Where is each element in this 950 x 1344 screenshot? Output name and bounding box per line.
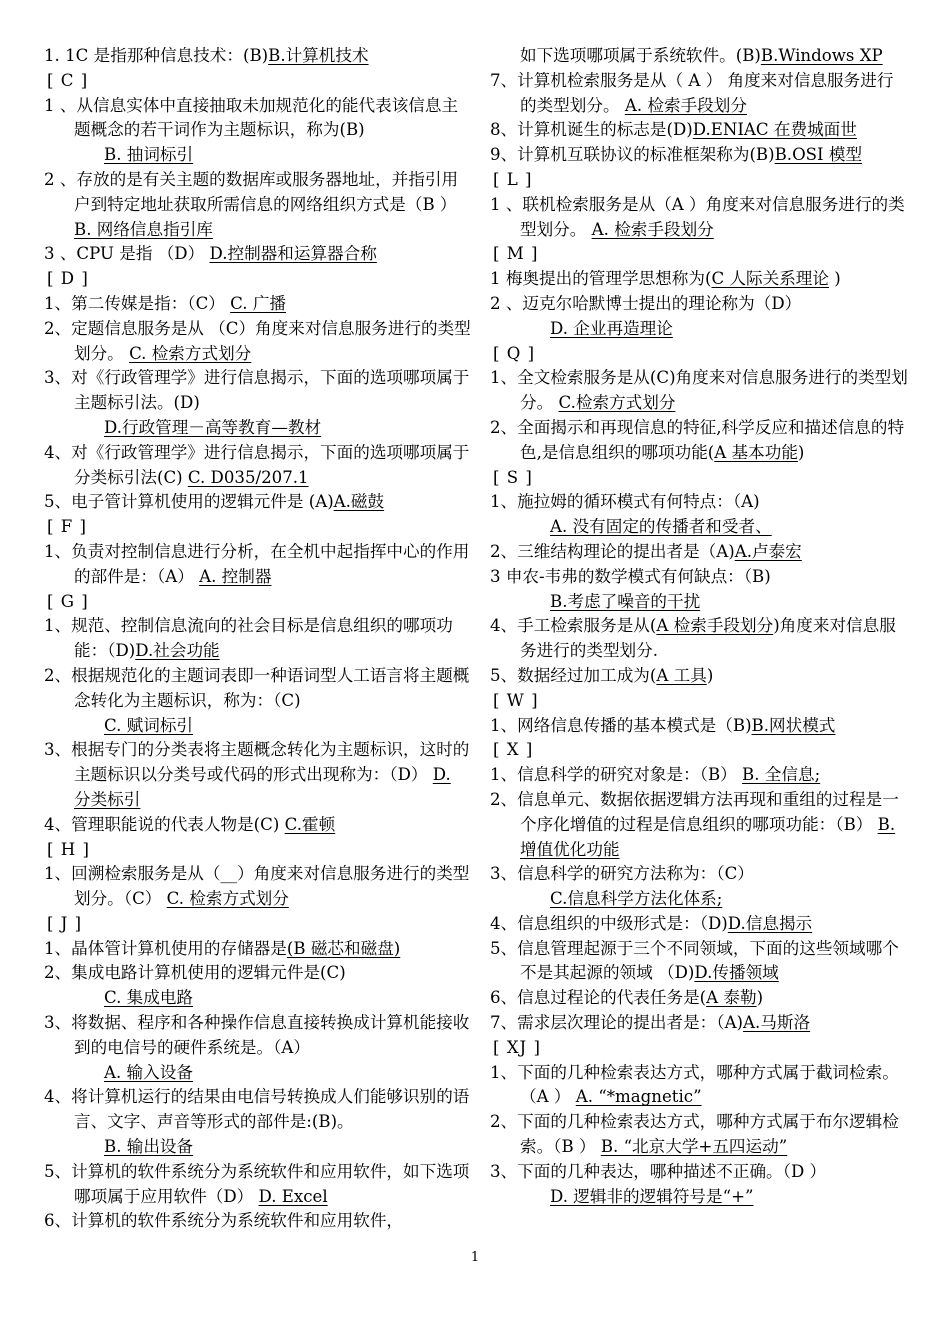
question-text: 3、根据专门的分类表将主题概念转化为主题标识，这时的主题标识以分类号或代码的形式出现称为：（D）: [44, 740, 470, 785]
answer-text: A 泰勒: [706, 988, 757, 1008]
answer-text: B.计算机技术: [268, 46, 369, 65]
question-item: [44, 937, 472, 962]
question-text: 3、将数据、程序和各种操作信息直接转换成计算机能接收到的电信号的硬件系统是。（A）: [44, 1013, 470, 1057]
answer-text: A. 输入设备: [104, 1062, 193, 1082]
answer-text: C. 检索方式划分: [166, 889, 289, 909]
page-number: 1: [470, 1250, 480, 1265]
question-text: 1、施拉姆的循环模式有何特点：（A): [490, 492, 760, 512]
question-text: 5、电子管计算机使用的逻辑元件是 (A): [44, 492, 334, 512]
answer-text: (B 磁芯和磁盘): [286, 938, 401, 958]
answer-text: A 检索手段划分: [656, 616, 774, 636]
answer-text: B. “北京大学+五四运动”: [600, 1137, 788, 1157]
answer-text: D.社会功能: [135, 641, 220, 661]
answer-line: [74, 1135, 472, 1160]
question-text: 5、数据经过加工成为(: [490, 665, 657, 685]
answer-line: [74, 143, 472, 168]
answer-text: C.霍顿: [284, 814, 336, 834]
question-item: [44, 94, 472, 168]
section-header: [ XJ ]: [493, 1037, 541, 1057]
section-header: [ S ]: [493, 467, 533, 487]
right-column: [490, 44, 908, 1209]
section-header: [ M ]: [493, 244, 539, 264]
question-text: 1、第二传媒是指：（C）: [44, 293, 231, 313]
question-text: 7、计算机检索服务是从（ A ） 角度来对信息服务进行的类型划分。: [490, 70, 894, 115]
answer-line: [520, 590, 908, 615]
answer-text: A 工具: [656, 665, 707, 685]
answer-text: C. 集成电路: [104, 988, 194, 1008]
question-text: 如下选项哪项属于系统软件。(B): [520, 46, 761, 65]
question-item: [490, 118, 908, 143]
answer-text: D.控制器和运算器合称: [209, 244, 377, 264]
question-item: [490, 69, 908, 119]
question-text: 1、规范、控制信息流向的社会目标是信息组织的哪项功能：（D): [44, 616, 453, 661]
question-text: 2、根据规范化的主题词表即一种语词型人工语言将主题概念转化为主题标识，称为：（C): [44, 665, 470, 710]
question-tail: ): [828, 269, 841, 289]
answer-text: B. 网络信息指引库: [74, 219, 213, 239]
question-item: [490, 1110, 908, 1160]
answer-text: D.ENIAC 在费城面世: [692, 120, 857, 140]
question-text: 2 、存放的是有关主题的数据库或服务器地址，并指引用户到特定地址获取所需信息的网络组织方式是（B ）: [44, 169, 459, 214]
answer-text: A.磁鼓: [333, 492, 385, 512]
question-text: 5、计算机的软件系统分为系统软件和应用软件，如下选项哪项属于应用软件（D）: [44, 1161, 470, 1206]
section-header: [ J ]: [47, 913, 83, 933]
question-item: [490, 540, 908, 565]
question-item: [44, 168, 472, 242]
question-text: 2、全面揭示和再现信息的特征,科学反应和描述信息的特色,是信息组织的哪项功能(: [490, 417, 905, 462]
question-item: [490, 565, 908, 615]
answer-text: C. 检索方式划分: [129, 343, 252, 363]
answer-text: C.检索方式划分: [558, 393, 676, 413]
question-text: 8、计算机诞生的标志是(D): [490, 120, 693, 140]
answer-text: D.传播领域: [694, 963, 779, 983]
question-text: 1 、从信息实体中直接抽取未加规范化的能代表该信息主题概念的若干词作为主题标识，称为(B): [44, 95, 459, 140]
answer-text: A. 检索手段划分: [591, 219, 714, 239]
answer-text: D. Excel: [258, 1186, 328, 1206]
answer-text: C. D035/207.1: [187, 467, 309, 487]
question-item: [44, 366, 472, 440]
answer-text: D. 企业再造理论: [550, 318, 673, 338]
question-item: [44, 1160, 472, 1210]
question-item: [490, 912, 908, 937]
section-header: [ D ]: [47, 269, 89, 289]
answer-line: [74, 1061, 472, 1086]
question-item: [44, 961, 472, 1011]
question-item: [44, 1011, 472, 1085]
question-item: [490, 763, 908, 788]
question-text: 5、信息管理起源于三个不同领域，下面的这些领域哪个不是其起源的领域 （D): [490, 938, 899, 983]
answer-text: D. 分类标引: [74, 765, 451, 809]
question-item: [490, 490, 908, 540]
question-item: [490, 366, 908, 416]
question-text: 4、对《行政管理学》进行信息揭示，下面的选项哪项属于分类标引法(C): [44, 442, 470, 487]
question-text: 4、管理职能说的代表人物是(C): [44, 814, 285, 834]
question-item: [490, 292, 908, 342]
question-item: [44, 292, 472, 317]
question-tail: ): [756, 988, 764, 1008]
section-header: [ Q ]: [493, 343, 536, 363]
question-item: [44, 317, 472, 367]
question-text: 6、计算机的软件系统分为系统软件和应用软件，: [44, 1211, 404, 1231]
question-text: 4、手工检索服务是从(: [490, 616, 657, 636]
question-item: [44, 862, 472, 912]
question-item: [490, 614, 908, 664]
question-item: [490, 143, 908, 168]
question-text: 3 、CPU 是指 （D）: [44, 244, 210, 264]
question-text: 2、三维结构理论的提出者是（A): [490, 541, 735, 561]
answer-line: [520, 317, 908, 342]
section-header: [ C ]: [47, 70, 89, 90]
section-header: [ L ]: [493, 169, 533, 189]
question-item: [490, 788, 908, 862]
question-item: [44, 441, 472, 491]
question-text: 2、集成电路计算机使用的逻辑元件是(C): [44, 963, 346, 983]
answer-text: B. 抽词标引: [104, 145, 194, 165]
question-item: [490, 267, 908, 292]
question-text: 3、下面的几种表达，哪种描述不正确。（D ）: [490, 1161, 827, 1181]
answer-text: D.信息揭示: [727, 913, 813, 933]
question-tail: ): [706, 665, 714, 685]
question-text: 2、定题信息服务是从 （C）角度来对信息服务进行的类型划分。: [44, 318, 471, 363]
answer-text: A. 控制器: [199, 566, 272, 586]
answer-text: B. 全信息;: [742, 765, 821, 785]
answer-text: B. 增值优化功能: [520, 814, 896, 859]
question-text: 7、需求层次理论的提出者是：（A): [490, 1013, 744, 1033]
answer-text: A. “*magnetic”: [575, 1087, 702, 1107]
question-item: [490, 44, 908, 69]
question-item: [44, 1085, 472, 1159]
question-item: [490, 1011, 908, 1036]
question-text: 1、网络信息传播的基本模式是（B): [490, 715, 752, 735]
question-item: [490, 937, 908, 987]
answer-text: A 基本功能: [714, 442, 798, 462]
answer-text: C 人际关系理论: [711, 269, 829, 289]
answer-text: C. 赋词标引: [104, 715, 194, 735]
section-header: [ F ]: [47, 517, 88, 537]
answer-text: B.考虑了噪音的干扰: [550, 591, 701, 611]
answer-text: D. 逻辑非的逻辑符号是“+”: [550, 1186, 754, 1206]
answer-text: D.行政管理－高等教育—教材: [104, 417, 322, 437]
question-item: [490, 1160, 908, 1210]
question-item: [44, 738, 472, 812]
answer-text: C.信息科学方法化体系;: [550, 889, 723, 909]
answer-line: [74, 416, 472, 441]
answer-line: [74, 986, 472, 1011]
question-item: [44, 540, 472, 590]
question-item: [44, 242, 472, 267]
question-text: 2、信息单元、数据依据逻辑方法再现和重组的过程是一个序化增值的过程是信息组织的哪项功能：（B）: [490, 789, 899, 834]
question-text: 1、晶体管计算机使用的存储器是: [44, 938, 287, 958]
question-tail: )角度来对信息服务进行的类型划分.: [520, 616, 896, 661]
question-text: 2、下面的几种检索表达方式，哪种方式属于布尔逻辑检索。（B ）: [490, 1112, 899, 1157]
question-text: 1 、联机检索服务是从（A ）角度来对信息服务进行的类型划分。: [490, 194, 905, 239]
answer-line: [520, 515, 908, 540]
question-item: [44, 44, 472, 69]
question-item: [44, 490, 472, 515]
question-item: [44, 813, 472, 838]
section-header: [ G ]: [47, 591, 89, 611]
section-header: [ H ]: [47, 839, 90, 859]
answer-text: B.网状模式: [751, 715, 836, 735]
question-text: 1. 1C 是指那种信息技术：(B): [44, 46, 269, 65]
question-text: 9、计算机互联协议的标准框架称为(B): [490, 145, 775, 165]
question-text: 1、下面的几种检索表达方式，哪种方式属于截词检索。（A ）: [490, 1062, 899, 1107]
answer-text: A. 没有固定的传播者和受者、: [550, 517, 772, 537]
question-text: 6、信息过程论的代表任务是(: [490, 988, 707, 1008]
answer-text: A. 检索手段划分: [624, 95, 747, 115]
question-item: [490, 664, 908, 689]
question-text: 1、负责对控制信息进行分析，在全机中起指挥中心的作用的部件是：（A）: [44, 541, 470, 586]
answer-text: B.OSI 模型: [774, 145, 863, 165]
question-text: 4、信息组织的中级形式是：（D): [490, 913, 728, 933]
question-text: 4、将计算机运行的结果由电信号转换成人们能够识别的语言、文字、声音等形式的部件是:(B)。: [44, 1087, 470, 1132]
answer-line: [520, 1185, 908, 1210]
question-text: 1、回溯检索服务是从（__）角度来对信息服务进行的类型划分。（C）: [44, 864, 470, 909]
question-item: [490, 986, 908, 1011]
question-text: 1 梅奥提出的管理学思想称为(: [490, 269, 712, 289]
question-item: [490, 1061, 908, 1111]
question-text: 1、全文检索服务是从(C)角度来对信息服务进行的类型划分。: [490, 368, 908, 413]
question-text: 3、信息科学的研究方法称为：（C）: [490, 864, 754, 884]
question-text: 1、信息科学的研究对象是：（B）: [490, 765, 743, 785]
section-header: [ W ]: [493, 690, 539, 710]
answer-text: B.Windows XP: [760, 46, 883, 65]
answer-text: A.马斯洛: [743, 1013, 811, 1033]
question-text: 2 、迈克尔哈默博士提出的理论称为（D）: [490, 293, 802, 313]
answer-text: C. 广播: [230, 293, 287, 313]
question-text: 3 申农-韦弗的数学模式有何缺点：（B): [490, 566, 771, 586]
question-text: 3、对《行政管理学》进行信息揭示，下面的选项哪项属于主题标引法。(D): [44, 368, 470, 413]
answer-text: B. 输出设备: [104, 1137, 194, 1157]
left-column: [44, 44, 472, 1234]
question-item: [490, 862, 908, 912]
question-item: [44, 664, 472, 738]
answer-text: A.卢泰宏: [734, 541, 802, 561]
question-item: [490, 416, 908, 466]
question-item: [44, 614, 472, 664]
question-item: [44, 1209, 472, 1234]
question-tail: ): [797, 442, 805, 462]
question-item: [490, 193, 908, 243]
answer-line: [74, 714, 472, 739]
answer-line: [520, 887, 908, 912]
question-item: [490, 714, 908, 739]
section-header: [ X ]: [493, 740, 534, 760]
